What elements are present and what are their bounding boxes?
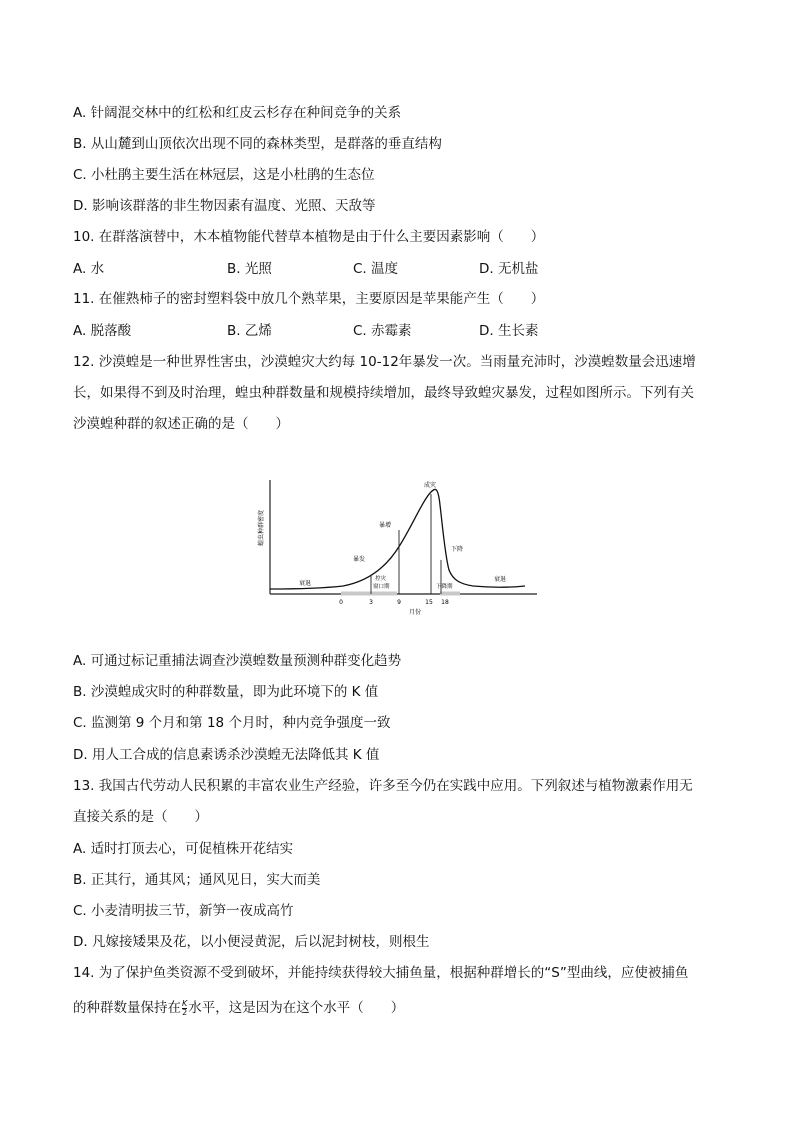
label-decline-right: 衰退 [494,576,507,583]
q10-option-d: D. 无机盐 [479,261,539,277]
q13-option-b: B. 正其行，通其风；通风见日，实大而美 [73,872,321,888]
fraction-numerator: K [182,998,188,1008]
q10-option-c: C. 温度 [353,261,399,277]
label-drop: 下降 [451,546,464,553]
q12-stem-line2: 长，如果得不到及时治理，蝗虫种群数量和规模持续增加，最终导致蝗灾暴发，过程如图所示。下列有关 [73,385,694,401]
q14-stem-line2-after: 水平，这是因为在这个水平（ ） [188,1000,405,1016]
q10-option-a: A. 水 [73,261,105,277]
label-surge: 暴增 [379,522,392,529]
q12-option-a: A. 可通过标记重捕法调查沙漠蝗数量预测种群变化趋势 [73,653,402,669]
q14-stem-line2-before: 的种群数量保持在 [73,1000,181,1016]
x-axis-label: 月份 [408,609,422,616]
label-outbreak: 暴发 [353,556,366,563]
q13-stem-line2: 直接关系的是（ ） [73,809,208,825]
q13-option-a: A. 适时打顶去心，可促植株开花结实 [73,841,294,857]
x-axis-shade-left [341,592,397,596]
label-prevent-2: 窗口期 [373,584,390,590]
label-decline-left: 衰退 [299,580,312,587]
q11-option-a: A. 脱落酸 [73,323,132,339]
label-drop-period: 下降期 [436,584,453,590]
q12-stem-line1: 12. 沙漠蝗是一种世界性害虫，沙漠蝗灾大约每 10-12年暴发一次。当雨量充沛时，沙漠蝗数量会迅速增 [73,354,696,370]
q13-stem-line1: 13. 我国古代劳动人民积累的丰富农业生产经验，许多至今仍在实践中应用。下列叙述与植物激素作用无 [73,778,693,794]
label-prevent-1: 控灾 [375,576,387,582]
q10-stem: 10. 在群落演替中，木本植物能代替草本植物是由于什么主要因素影响（ ） [73,229,545,245]
q9-option-c: C. 小杜鹃主要生活在林冠层，这是小杜鹃的生态位 [73,167,375,183]
q9-option-a: A. 针阔混交林中的红松和红皮云杉存在种间竞争的关系 [73,105,402,121]
q13-option-d: D. 凡嫁接矮果及花，以小便浸黄泥，后以泥封树枝，则根生 [73,934,430,950]
k-over-2-fraction [182,1000,187,1017]
q12-option-c: C. 监测第 9 个月和第 18 个月时，种内竞争强度一致 [73,715,391,731]
fraction-denominator: 2 [182,1007,188,1017]
q14-stem-line2 [73,999,404,1017]
q11-option-d: D. 生长素 [479,323,539,339]
q9-option-d: D. 影响该群落的非生物因素有温度、光照、天敌等 [73,198,376,214]
q13-option-c: C. 小麦清明拔三节，新笋一夜成高竹 [73,903,294,919]
tick-0: 0 [339,599,343,606]
y-axis-label: 蝗虫种群密度 [258,509,265,547]
locust-population-figure [255,470,545,620]
q11-option-c: C. 赤霉素 [353,323,412,339]
q12-option-b: B. 沙漠蝗成灾时的种群数量，即为此环境下的 K 值 [73,684,379,700]
x-axis-shade-right [440,592,460,596]
q9-option-b: B. 从山麓到山顶依次出现不同的森林类型，是群落的垂直结构 [73,136,442,152]
population-curve [270,489,525,589]
label-disaster: 成灾 [424,482,437,489]
q10-option-b: B. 光照 [227,261,272,277]
tick-9: 9 [397,599,401,606]
q12-option-d: D. 用人工合成的信息素诱杀沙漠蝗无法降低其 K 值 [73,747,380,763]
tick-18: 18 [441,599,449,606]
q11-stem: 11. 在催熟柿子的密封塑料袋中放几个熟苹果，主要原因是苹果能产生（ ） [73,291,545,307]
q14-stem-line1: 14. 为了保护鱼类资源不受到破坏，并能持续获得较大捕鱼量，根据种群增长的“S”型曲线，应使被捕鱼 [73,965,689,981]
tick-3: 3 [369,599,373,606]
q11-option-b: B. 乙烯 [227,323,272,339]
q12-stem-line3: 沙漠蝗种群的叙述正确的是（ ） [73,416,289,432]
tick-15: 15 [425,599,433,606]
